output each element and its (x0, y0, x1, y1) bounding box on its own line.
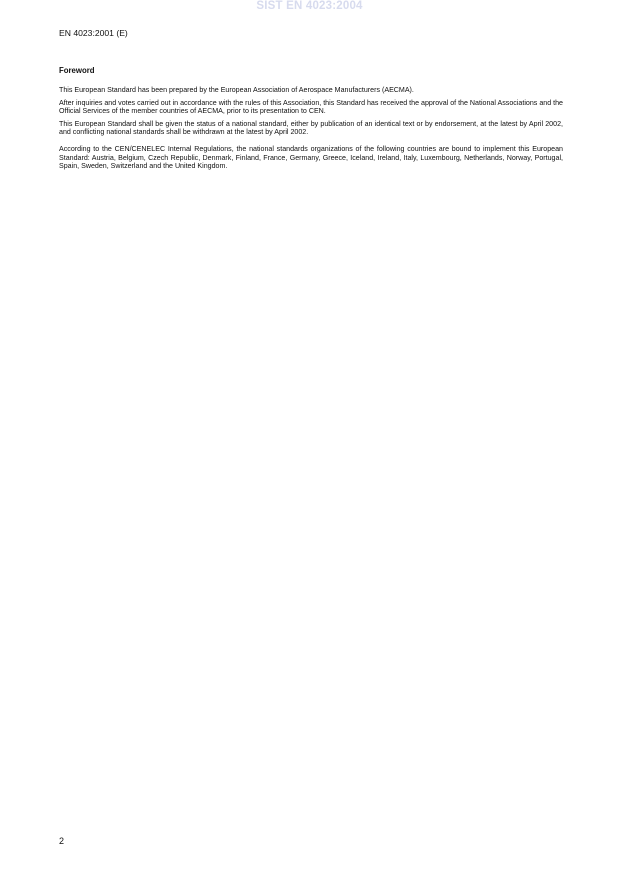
document-id: EN 4023:2001 (E) (59, 28, 128, 38)
foreword-paragraph: This European Standard shall be given the status of a national standard, either by publication of an identical text or by endorsement, at the latest by April 2002, and conflicting national standards shall be withdrawn at the latest by April 2002. (59, 120, 563, 137)
foreword-section (59, 66, 563, 175)
foreword-paragraph: After inquiries and votes carried out in accordance with the rules of this Association, this Standard has received the approval of the National Associations and the Official Services of the member countries of AECMA, prior to its presentation to CEN. (59, 99, 563, 116)
foreword-heading: Foreword (59, 66, 95, 75)
foreword-paragraph: This European Standard has been prepared by the European Association of Aerospace Manufacturers (AECMA). (59, 86, 414, 94)
page-number: 2 (59, 836, 65, 846)
foreword-paragraph: According to the CEN/CENELEC Internal Regulations, the national standards organizations of the following countries are bound to implement this European Standard: Austria, Belgium, Czech Republic, Denmark, Finland, France, Germany, Greece, Iceland, Ireland, Italy, Luxembourg, Netherlands, Norway, Portugal, Spain, Sweden, Switzerland and the United Kingdom. (59, 145, 563, 170)
document-watermark-header: SIST EN 4023:2004 (256, 0, 363, 12)
